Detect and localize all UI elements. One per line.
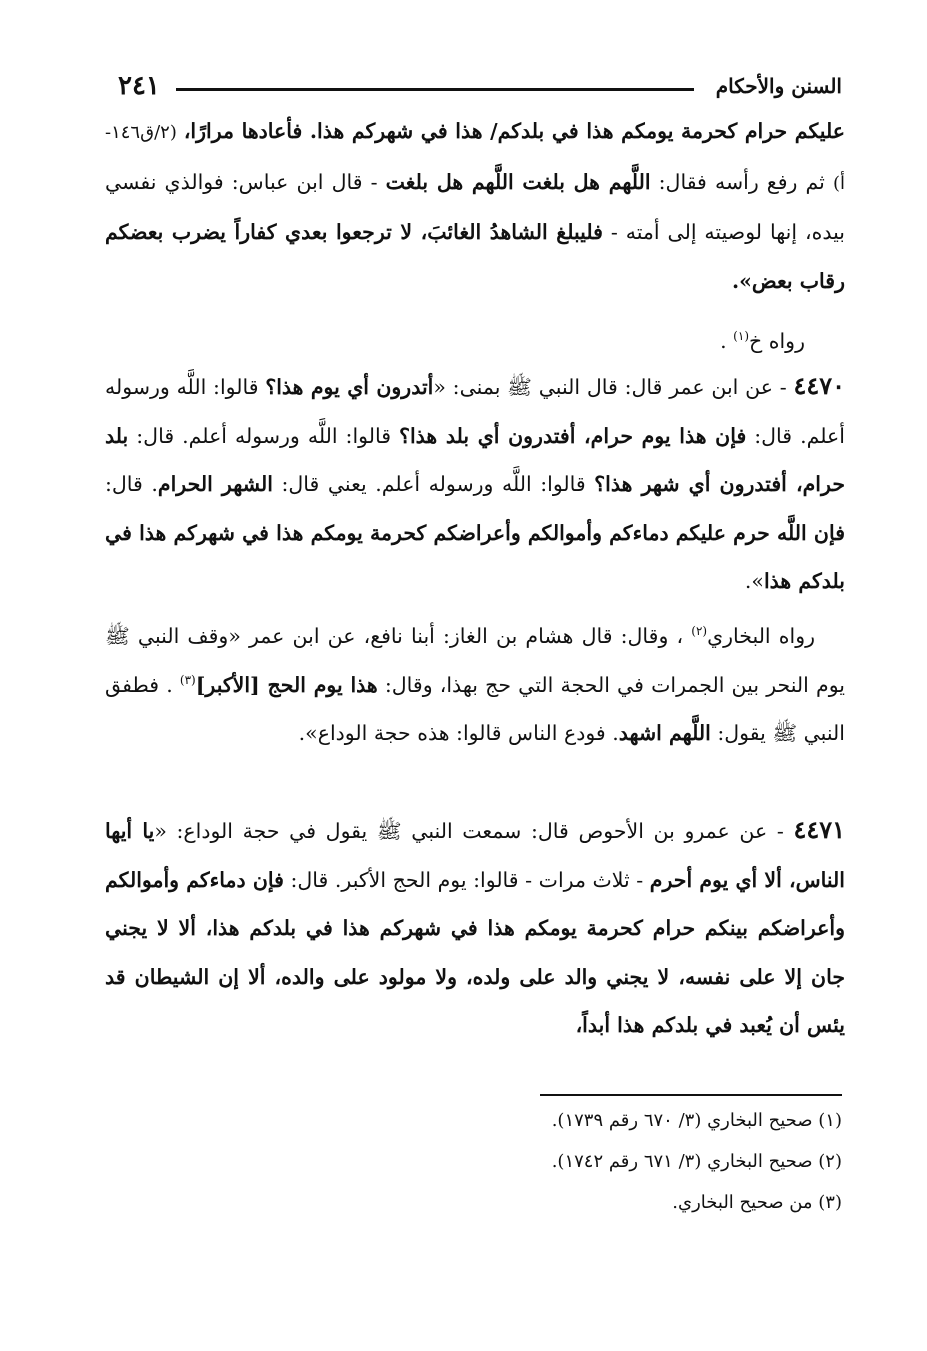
commentary-quote: هذا يوم الحج [الأكبر] [195,672,378,697]
footnotes [300,1100,842,1223]
page-header [118,70,842,106]
hadith-quote: فإن دماءكم وأموالكم وأعراضكم بينكم حرام كحرمة يومكم هذا في شهركم هذا في بلدكم هذا، ألا لا يجني جان إلا على نفسه، لا يجني والد على ولده، ولا مولود على والده، ألا إن الشيطان قد يئس أن يُعبد في بلدكم هذا أبداً، [105,867,845,1037]
hadith-quote: أتدرون أي يوم هذا؟ [265,375,434,399]
running-title: السنن والأحكام [715,74,842,98]
hadith-text: قالوا: اللَّه ورسوله أعلم. يعني قال: [272,472,595,496]
hadith-quote: يا أيها الناس، ألا أي يوم أحرم [105,819,845,892]
carry-over-narration-2: - قال ابن عباس: فوالذي نفسي بيده، إنها لوصيته إلى أمته - [105,169,845,244]
footnote-separator [540,1094,842,1096]
commentary-text: . فودع الناس قالوا: هذه حجة الوداع». [298,721,619,745]
commentary-text: رواه البخاري [707,624,815,648]
attribution-text: رواه خ [749,329,805,353]
commentary-text: ، وقال: قال هشام بن الغاز: أبنا نافع، عن ابن عمر «وقف النبي ﷺ يوم النحر بين الجمرات في الحجة التي حج بهذا، وقال: [105,624,845,697]
footnote-marker-3: (٣) [179,672,196,687]
commentary-quote: اللَّهم اشهد [618,721,711,745]
hadith-quote: بلد حرام، أفتدرون أي شهر هذا؟ [105,423,845,496]
hadith-quote: فإن هذا يوم حرام، أفتدرون أي بلد هذا؟ [399,423,747,448]
carry-over-prophet-speech-1: اللَّهم هل بلغت اللَّهم هل بلغت [385,169,651,194]
carry-over-attribution [105,317,845,366]
page-number: ٢٤١ [118,71,160,101]
hadith-number: ٤٤٧١ [793,815,845,844]
manuscript-reference: (٢/ق١٤٦-أ) [105,122,845,194]
carry-over-prophet-speech-2: فليبلغ الشاهدُ الغائبَ، لا ترجعوا بعدي كفاراً يضرب بعضكم رقاب بعض». [105,220,845,293]
carry-over-text: عليكم حرام كحرمة يومكم هذا في بلدكم/ هذا في شهركم هذا. فأعادها مرارًا، [183,119,845,143]
footnote-3: (٣) من صحيح البخاري. [672,1192,842,1213]
hadith-text: - عن ابن عمر قال: قال النبي ﷺ بمنى: « [433,375,794,399]
hadith-text: قالوا: اللَّه ورسوله أعلم. قال: [105,375,845,448]
carry-over-narration: ثم رفع رأسه فقال: [650,169,825,194]
footnote-marker-2: (٢) [691,624,708,639]
hadith-text: ». [744,569,764,593]
footnote-1: (١) صحيح البخاري (٣/ ٦٧٠ رقم ١٧٣٩). [551,1110,842,1131]
hadith-text: - ثلاث مرات - قالوا: يوم الحج الأكبر. قال: [283,867,650,892]
hadith-text: قالوا: اللَّه ورسوله أعلم. قال: [128,423,400,448]
footnote-marker-1: (١) [733,329,749,344]
hadith-text: - عن عمرو بن الأحوص قال: سمعت النبي ﷺ يقول في حجة الوداع: « [154,819,794,843]
hadith-text: . قال: [105,472,158,496]
hadith-4470-commentary [105,612,845,758]
hadith-4470 [105,362,845,606]
header-rule [176,88,694,91]
hadith-number: ٤٤٧٠ [793,371,845,400]
commentary-text: . فطفق النبي ﷺ يقول: [105,672,845,745]
carry-over-paragraph [105,107,845,305]
hadith-quote: فإن اللَّه حرم عليكم دماءكم وأموالكم وأعراضكم كحرمة يومكم هذا في شهركم هذا في بلدكم هذا [105,520,846,593]
hadith-4471 [105,806,845,1050]
hadith-quote: الشهر الحرام [157,472,273,496]
footnote-2: (٢) صحيح البخاري (٣/ ٦٧١ رقم ١٧٤٢). [551,1151,842,1172]
attribution-end: . [720,329,734,353]
